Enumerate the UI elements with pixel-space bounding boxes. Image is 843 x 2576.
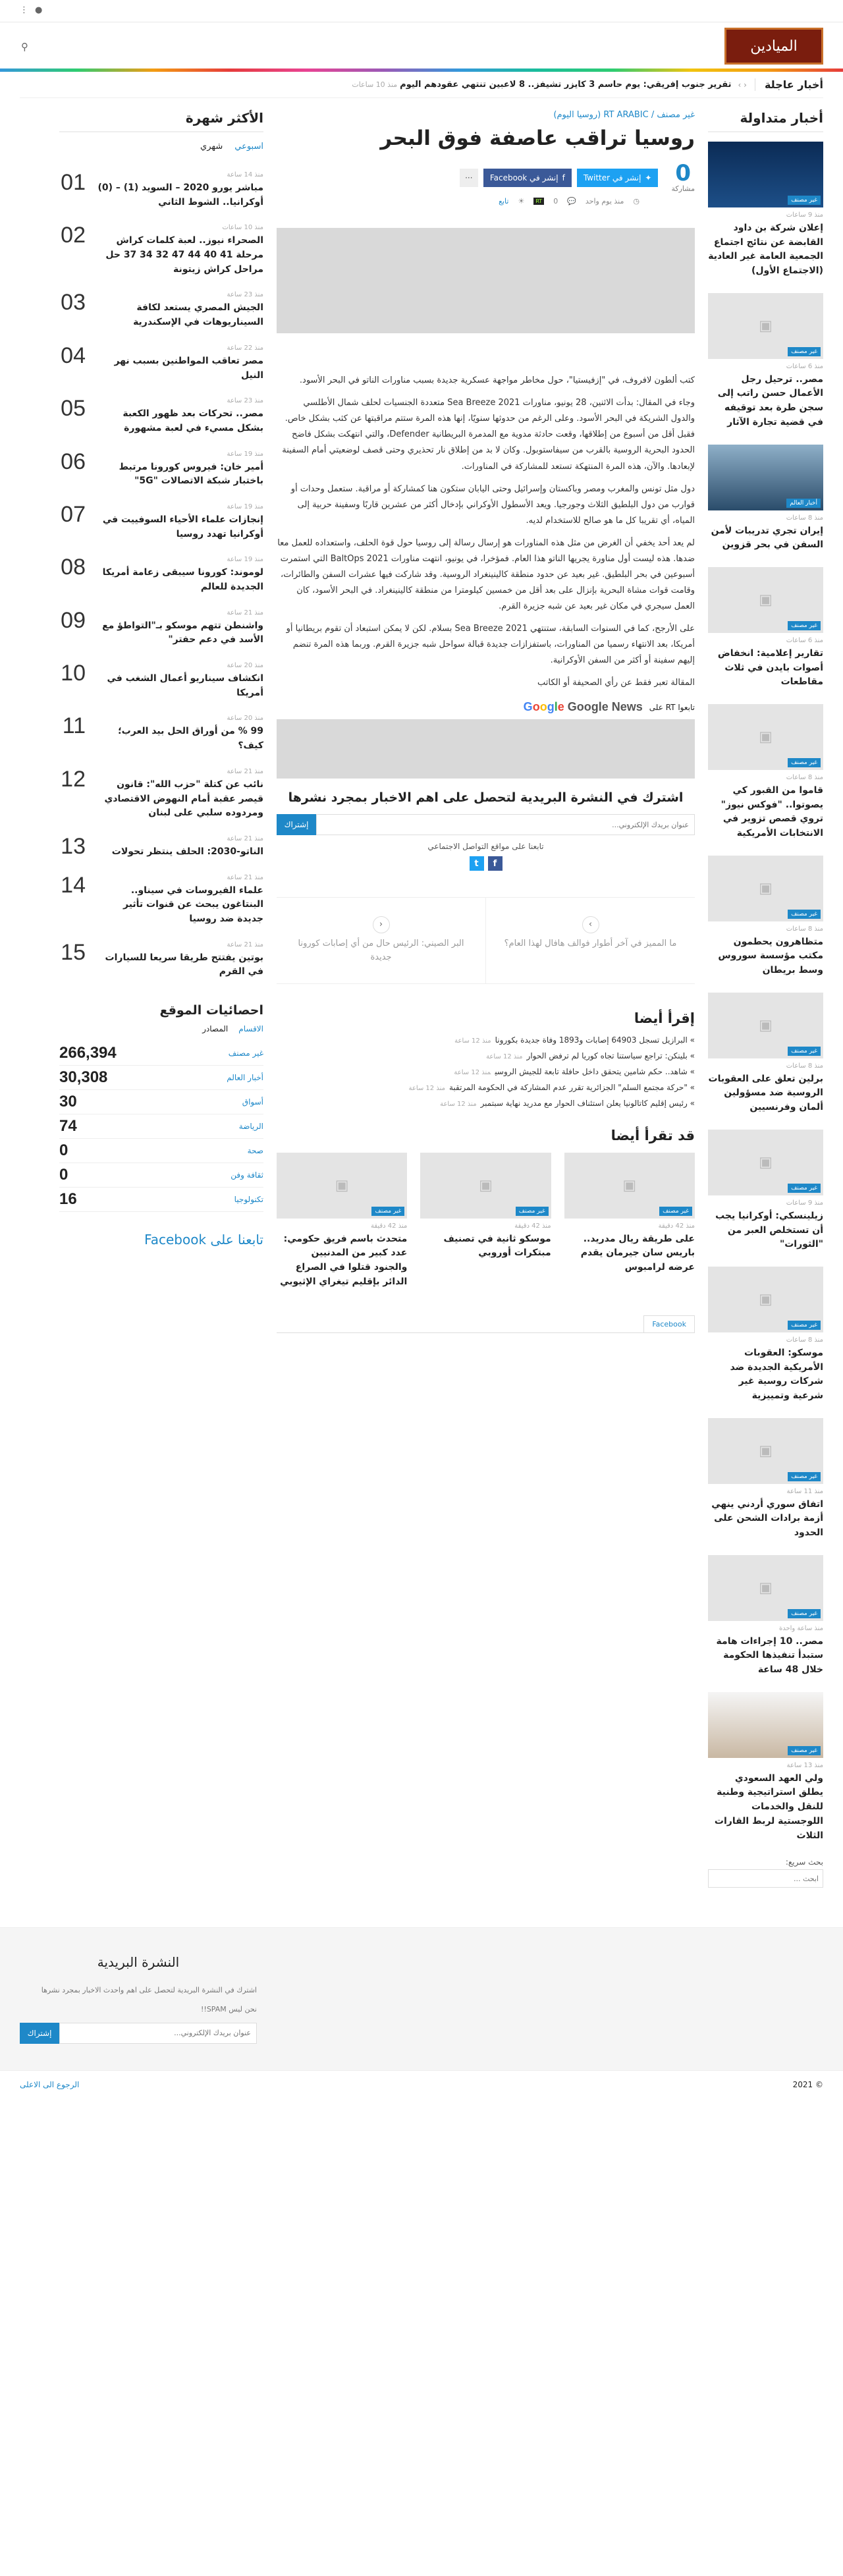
category-badge[interactable]: غير مصنف: [788, 196, 821, 205]
read-also-item[interactable]: [277, 1051, 695, 1060]
trending-time: منذ 9 ساعات: [786, 1199, 823, 1207]
image-placeholder-icon: ▣: [759, 1442, 773, 1460]
popular-time: منذ 20 ساعة: [227, 662, 263, 670]
chevron-left-icon: »: [687, 1035, 695, 1045]
share-facebook-button[interactable]: f إنشر في Facebook: [483, 169, 572, 187]
popular-headline[interactable]: انكشاف سيناريو أعمال الشغب في أمريكا: [107, 673, 263, 698]
trending-item[interactable]: [708, 1555, 823, 1678]
may-read-title: قد تقرأ أيضا: [611, 1127, 695, 1143]
site-logo[interactable]: الميادين: [724, 28, 823, 65]
trending-item[interactable]: [708, 567, 823, 690]
quick-search: [708, 1857, 823, 1888]
stat-value: 30: [59, 1093, 77, 1110]
popular-content: [95, 503, 263, 541]
ticker-time: منذ 10 ساعات: [352, 80, 398, 89]
popular-rank: 05: [61, 396, 86, 422]
category-badge[interactable]: غير مصنف: [659, 1207, 692, 1216]
trending-time: منذ 6 ساعات: [786, 362, 823, 370]
trending-time: منذ 13 ساعة: [786, 1761, 823, 1769]
google-news-bar: [277, 700, 695, 714]
popular-rank: 04: [61, 343, 86, 368]
trending-headline[interactable]: إيران تجري تدريبات لأمن السفن في بحر قزوين: [711, 525, 823, 551]
trending-headline[interactable]: متظاهرون يحطمون مكتب مؤسسة سوروس وسط بريطان: [718, 936, 823, 976]
popular-time: منذ 19 ساعة: [227, 503, 263, 510]
trending-headline[interactable]: قاموا من القبور كي يصوتوا.. "فوكس نيوز" تروي قصص تزوير في الانتخابات الأمريكية: [721, 784, 823, 838]
facebook-follow-heading[interactable]: تابعنا على Facebook: [144, 1232, 263, 1247]
popular-item[interactable]: [59, 609, 263, 647]
trending-item[interactable]: [708, 856, 823, 978]
popular-time: منذ 19 ساعة: [227, 556, 263, 564]
trending-item[interactable]: [708, 704, 823, 841]
stat-value: 74: [59, 1117, 77, 1135]
popular-headline[interactable]: إنجازات علماء الأحياء السوفييت في أوكرانيا تهدد روسيا: [102, 514, 263, 539]
facebook-icon[interactable]: f: [488, 856, 503, 871]
newsletter-title: اشترك في النشرة البريدية لتحصل على اهم الاخبار بمجرد نشرها: [288, 790, 684, 806]
social-icons: [277, 856, 695, 871]
trending-sidebar: [708, 110, 823, 1888]
chevron-right-icon: ›: [582, 916, 599, 933]
image-placeholder-icon: ▣: [759, 1017, 773, 1034]
follow-icon: ☀: [518, 197, 525, 206]
popular-content: [95, 556, 263, 594]
trending-time: منذ 6 ساعات: [786, 636, 823, 644]
category-badge[interactable]: غير مصنف: [788, 758, 821, 767]
image-placeholder-icon: ▣: [759, 728, 773, 746]
read-also-title: إقرأ أيضا: [634, 1010, 695, 1026]
popular-item[interactable]: [59, 397, 263, 435]
popular-content: [95, 835, 263, 860]
trending-thumbnail[interactable]: [708, 293, 823, 359]
may-read-thumbnail[interactable]: [277, 1153, 407, 1219]
copyright-text: © 2021: [792, 2080, 823, 2090]
category-badge[interactable]: غير مصنف: [788, 1047, 821, 1056]
stat-category[interactable]: ثقافة وفن: [231, 1170, 263, 1180]
popular-item[interactable]: [59, 291, 263, 329]
popular-sidebar: [59, 110, 263, 1888]
popular-headline[interactable]: الناتو-2030: الحلف ينتظر تحولات: [111, 846, 263, 857]
trending-time: منذ 9 ساعات: [786, 211, 823, 219]
comment-count: 0: [553, 197, 558, 206]
twitter-icon[interactable]: t: [470, 856, 484, 871]
popular-content: [95, 397, 263, 435]
popular-headline[interactable]: الصحراء نيوز.. لعبة كلمات كراش مرحلة 41 40 44 47 32 34 37 حل مراحل كراش زيتونة: [105, 235, 263, 275]
popular-tabs: [59, 142, 263, 151]
chevron-left-icon: »: [687, 1051, 695, 1060]
article-image: [277, 228, 695, 333]
article-paragraph: كتب ألطون لافروف، في "إزفيستيا"، حول مخاطر مواجهة عسكرية جديدة بسبب مناورات الناتو في البحر الأسود.: [299, 375, 695, 386]
popular-content: [95, 451, 263, 489]
popular-rank: 15: [61, 939, 86, 965]
popular-item[interactable]: [59, 503, 263, 541]
image-placeholder-icon: ▣: [479, 1177, 493, 1194]
popular-content: [95, 224, 263, 277]
twitter-icon: ✦: [645, 173, 652, 182]
read-also-item[interactable]: [277, 1083, 695, 1092]
trending-item[interactable]: [708, 1418, 823, 1541]
share-bar: [277, 162, 695, 193]
image-placeholder-icon: ▣: [759, 1154, 773, 1171]
read-also-text[interactable]: شاهد.. حكم شامين يتحقق داخل حافلة تابعة للجيش الروسي: [495, 1066, 688, 1076]
popular-title: الأكثر شهرة: [59, 110, 263, 132]
breadcrumb-category[interactable]: غير مصنف: [657, 110, 695, 120]
popular-rank: 12: [61, 766, 86, 792]
menu-dots-icon[interactable]: ⋮: [20, 5, 28, 15]
image-placeholder-icon: ▣: [759, 1579, 773, 1597]
trending-time: منذ 8 ساعات: [786, 514, 823, 522]
footer-nospam: نحن ليس SPAM!!: [201, 2004, 257, 2014]
category-badge[interactable]: غير مصنف: [788, 621, 821, 630]
popular-item[interactable]: [59, 451, 263, 489]
trending-headline[interactable]: اتفاق سوري أردني ينهي أزمة برادات الشحن على الحدود: [711, 1498, 823, 1538]
article-title: روسيا تراقب عاصفة فوق البحر: [380, 126, 695, 150]
popular-time: منذ 21 ساعة: [227, 835, 263, 842]
popular-rank: 08: [61, 555, 86, 580]
site-header: [20, 22, 823, 69]
popular-content: [95, 609, 263, 647]
read-also-time: منذ 12 ساعة: [408, 1084, 445, 1092]
trending-title: أخبار متداولة: [708, 110, 823, 132]
image-placeholder-icon: ▣: [622, 1177, 637, 1194]
footer-newsletter-form: [20, 2023, 257, 2044]
popular-time: منذ 19 ساعة: [227, 450, 263, 458]
social-follow-text: تابعنا على مواقع التواصل الاجتماعي: [427, 842, 544, 852]
trending-headline[interactable]: موسكو: العقوبات الأمريكية الجديدة ضد شركات روسية غير شرعية وتمييزية: [730, 1347, 823, 1401]
trending-item[interactable]: [708, 1692, 823, 1843]
trending-thumbnail[interactable]: [708, 142, 823, 207]
stat-category[interactable]: غير مصنف: [228, 1049, 263, 1058]
may-read-grid: [277, 1153, 695, 1290]
prev-article-link[interactable]: › ما المميز في آخر أطوار فوالف هافال لهذا العام؟: [485, 898, 695, 983]
popular-headline[interactable]: مصر.. تحركات بعد ظهور الكعبة بشكل مسيء في لعبة مشهورة: [122, 408, 263, 433]
popular-headline[interactable]: الجيش المصري يستعد لكافة السيناريوهات في الإسكندرية: [133, 302, 263, 328]
popular-time: منذ 23 ساعة: [227, 397, 263, 405]
trending-thumbnail[interactable]: [708, 704, 823, 770]
stats-tabs: [59, 1024, 263, 1033]
footer-email-input[interactable]: [59, 2023, 257, 2044]
popular-item[interactable]: [59, 768, 263, 821]
read-also-item[interactable]: [277, 1067, 695, 1076]
trending-thumbnail[interactable]: [708, 856, 823, 921]
article-meta: [277, 197, 639, 206]
user-icon[interactable]: ●: [35, 5, 43, 15]
trending-headline[interactable]: تقارير إعلامية: انخفاض أصوات بايدن في ثلاث مقاطعات: [717, 647, 823, 688]
image-placeholder-icon: ▣: [759, 880, 773, 897]
category-badge[interactable]: غير مصنف: [788, 1184, 821, 1193]
read-also-text[interactable]: بلينكن: تراجع سياستنا تجاه كوريا لم ترفض الحوار: [526, 1051, 688, 1060]
category-badge[interactable]: غير مصنف: [788, 1472, 821, 1481]
trending-headline[interactable]: مصر.. ترحيل رجل الأعمال حسن راتب إلى سجن طرة بعد توقيفه في قضية تجارة الآثار: [717, 373, 823, 427]
popular-time: منذ 22 ساعة: [227, 344, 263, 352]
ticker-label: أخبار عاجلة: [755, 78, 823, 91]
popular-content: [95, 715, 263, 753]
share-count: 0: [675, 160, 692, 187]
comment-icon: 💬: [567, 197, 576, 206]
stat-row: [59, 1163, 263, 1188]
popular-rank: 02: [61, 223, 86, 248]
trending-thumbnail[interactable]: [708, 1555, 823, 1621]
category-badge[interactable]: غير مصنف: [788, 1609, 821, 1618]
google-news-link[interactable]: Google Google News: [523, 700, 643, 714]
category-badge[interactable]: غير مصنف: [788, 1746, 821, 1755]
article-paragraph: وجاء في المقال: بدأت الاثنين، 28 يونيو، مناورات Sea Breeze 2021 متعددة الجنسيات لحلف شمال الأطلسي والدول الشريكة في البحر الأسود. وعلى الرغم من حدوثها سنويًا، إنها هذه المرة ستتم مراقبتها عن كثب بشكل خاص. فقبل أقل من أسبوع من إطلاقها، وقعت حادثة مدوية مع المدمرة البريطانية Defender، والتي انتهكت بشكل فاضح الحدود البحرية الروسية بالقرب من سيفاستوبول. وكان لا بد من إطلاق نار تحذيري وحتى قصف لوضعيتي أمام السفينة لإبعادها. والآن، هذه المرة المنتهكة تستعد للمشاركة في المناورات.: [282, 398, 695, 472]
category-badge[interactable]: غير مصنف: [788, 347, 821, 356]
trending-thumbnail[interactable]: [708, 1692, 823, 1758]
trending-time: منذ 11 ساعة: [786, 1487, 823, 1495]
popular-rank: 07: [61, 501, 86, 527]
article-column: [277, 110, 695, 1888]
facebook-icon: f: [562, 173, 565, 182]
popular-rank: 06: [61, 449, 86, 474]
trending-headline[interactable]: برلين تعلق على العقوبات الروسية ضد مسؤولين ألمان وفرنسيين: [708, 1073, 823, 1113]
popular-time: منذ 21 ساعة: [227, 941, 263, 948]
popular-headline[interactable]: بوتين يفتتح طريقا سريعا للسيارات في القرم: [105, 952, 263, 977]
popular-item[interactable]: [59, 941, 263, 979]
trending-time: منذ 8 ساعات: [786, 773, 823, 781]
image-placeholder-icon: ▣: [335, 1177, 349, 1194]
may-read-headline[interactable]: متحدث باسم فريق حكومي: عدد كبير من المدنيين والجنود قتلوا في الصراع الدائر بإقليم تيغراي الإثيوبي: [280, 1233, 408, 1287]
popular-rank: 11: [62, 713, 86, 739]
popular-item[interactable]: [59, 224, 263, 277]
read-also-list: [277, 1035, 695, 1108]
popular-item[interactable]: [59, 874, 263, 927]
popular-rank: 10: [61, 661, 86, 686]
footer: [0, 1927, 843, 2069]
article-body: [277, 373, 695, 691]
footer-subscribe-button[interactable]: إشتراك: [20, 2023, 59, 2044]
share-twitter-button[interactable]: ✦ إنشر في Twitter: [577, 169, 659, 187]
may-read-headline[interactable]: على طريقة ريال مدريد.. باريس سان جيرمان يقدم عرضه لرامبوس: [580, 1233, 695, 1273]
breadcrumb: غير مصنف / RT ARABIC (روسيا اليوم): [553, 110, 695, 120]
ticker-arrows-icon[interactable]: ‹ ›: [738, 80, 747, 90]
search-icon[interactable]: ⚲: [21, 41, 28, 53]
popular-rank: 09: [61, 607, 86, 633]
read-also-time: منذ 12 ساعة: [454, 1068, 491, 1076]
popular-headline[interactable]: مصر تعاقب المواطنين بسبب نهر النيل: [114, 355, 263, 381]
article-paragraph: لم يعد أحد يخفي أن الغرض من مثل هذه المناورات هو إرسال رسالة إلى روسيا حول قوة الحلف، واستعداده للعمل معا ضدها. هذه ليست أول مناورة يجريها الناتو هذا العام. فمؤخرا، في يونيو، انتهت مناورات BaltOps 2021 التي استمرت أسبوعين في بحر البلطيق. غير بعيد عن حدود منطقة كالينينغراد الروسية. وقد شاركت فيها عشرات السفن والطائرات، وقامت قوات مشاة البحرية بإنزال على بعد أقل من خمسين كيلومترا من منطقة كالينينغراد. في البحر الأسود، كان العمل سيجري في مكان غير بعيد عن شبه جزيرة القرم.: [277, 537, 695, 611]
stat-row: [59, 1041, 263, 1066]
trending-item[interactable]: [708, 993, 823, 1115]
read-also-item[interactable]: [277, 1099, 695, 1108]
may-read-time: منذ 42 دقيقة: [658, 1222, 695, 1230]
popular-time: منذ 10 ساعات: [222, 224, 263, 232]
popular-headline[interactable]: مباشر يورو 2020 – السويد (1) – (0) أوكرانيا.. الشوط الثاني: [97, 182, 263, 207]
tab-weekly[interactable]: اسبوعي: [234, 142, 263, 151]
stat-row: [59, 1188, 263, 1212]
may-read-card[interactable]: [420, 1153, 551, 1290]
trending-headline[interactable]: مصر.. 10 إجراءات هامة ستبدأ تنفيذها الحكومة خلال 48 ساعة: [716, 1635, 823, 1676]
trending-thumbnail[interactable]: [708, 445, 823, 510]
popular-item[interactable]: [59, 344, 263, 383]
trending-time: منذ 8 ساعات: [786, 925, 823, 933]
article-date: منذ يوم واحد: [585, 197, 624, 206]
breaking-news-ticker: [20, 72, 823, 98]
facebook-comments-divider: [277, 1332, 695, 1333]
image-placeholder-icon: ▣: [759, 317, 773, 335]
stat-value: 30,308: [59, 1068, 108, 1086]
popular-time: منذ 21 ساعة: [227, 609, 263, 617]
share-count-label: مشاركة: [671, 184, 695, 194]
popular-content: [95, 344, 263, 383]
popular-rank: 03: [61, 290, 86, 315]
popular-time: منذ 23 ساعة: [227, 291, 263, 299]
may-read-time: منذ 42 دقيقة: [370, 1222, 408, 1230]
footer-newsletter-title: النشرة البريدية: [97, 1954, 180, 1971]
trending-time: منذ ساعة واحدة: [778, 1624, 823, 1632]
popular-rank: 14: [61, 872, 86, 898]
stat-category[interactable]: أخبار العالم: [227, 1073, 263, 1082]
trending-thumbnail[interactable]: [708, 993, 823, 1058]
may-read-thumbnail[interactable]: [420, 1153, 551, 1219]
stat-category[interactable]: تكنولوجيا: [234, 1195, 263, 1204]
stat-row: [59, 1066, 263, 1090]
stats-title: احصائيات الموقع: [159, 1003, 263, 1018]
trending-item[interactable]: [708, 142, 823, 279]
back-to-top-link[interactable]: الرجوع الى الاعلى: [20, 2080, 80, 2090]
stat-value: 0: [59, 1166, 68, 1184]
trending-item[interactable]: [708, 293, 823, 430]
tab-sections[interactable]: الاقسام: [238, 1024, 263, 1033]
copyright-bar: [0, 2070, 843, 2099]
stat-category[interactable]: الرياضة: [238, 1122, 263, 1131]
popular-item[interactable]: [59, 715, 263, 753]
read-also-item[interactable]: [277, 1035, 695, 1045]
article-paragraph: دول مثل تونس والمغرب ومصر وباكستان وإسرائيل وحتى اليابان ستكون هنا كمشاركة أو مراقبة. ستعمل وحدات أو قوارب من دول البلطيق الثلاث وجورجيا. ويعد الأسطول الأوكراني بإدخال أكثر من عشرين قاربًا وسفينة حربية إلى المياه، أي تقريبا كل ما هو صالح للاستخدام لديه.: [290, 483, 695, 526]
stat-category[interactable]: أسواق: [242, 1097, 263, 1107]
trending-thumbnail[interactable]: [708, 1130, 823, 1195]
may-read-headline[interactable]: موسكو ثانية في تصنيف مبتكرات أوروبي: [443, 1233, 551, 1259]
popular-content: [95, 171, 263, 209]
follow-link[interactable]: تابع: [499, 197, 509, 206]
trending-time: منذ 8 ساعات: [786, 1062, 823, 1070]
popular-content: [95, 662, 263, 700]
category-badge[interactable]: غير مصنف: [371, 1207, 404, 1216]
popular-item[interactable]: [59, 662, 263, 700]
stat-value: 266,394: [59, 1044, 117, 1062]
popular-headline[interactable]: لوموند: كورونا سيبقى زعامة أمريكا الجديدة للعالم: [102, 567, 263, 592]
share-more-button[interactable]: ···: [460, 169, 478, 187]
read-also-text[interactable]: رئيس إقليم كاتالونيا يعلن استئناف الحوار مع مدريد نهاية سبتمبر: [480, 1098, 688, 1108]
category-badge[interactable]: غير مصنف: [788, 1321, 821, 1330]
google-news-text: تابعوا RT على: [649, 702, 695, 712]
tab-sources[interactable]: المصادر: [202, 1024, 229, 1033]
category-badge[interactable]: غير مصنف: [788, 910, 821, 919]
popular-headline[interactable]: أمير خان: فيروس كورونا مرتبط باختبار شبكة الاتصالات "5G": [119, 461, 263, 487]
tab-monthly[interactable]: شهري: [200, 142, 223, 151]
stat-row: [59, 1114, 263, 1139]
read-also-time: منذ 12 ساعة: [440, 1100, 477, 1108]
newsletter-subscribe-button[interactable]: إشتراك: [277, 814, 316, 835]
popular-rank: 01: [61, 170, 86, 195]
popular-time: منذ 21 ساعة: [227, 767, 263, 775]
facebook-comments-tab[interactable]: Facebook: [643, 1315, 695, 1332]
category-badge[interactable]: أخبار العالم: [786, 499, 821, 508]
clock-icon: ◷: [633, 197, 639, 206]
read-also-text[interactable]: "حركة مجتمع السلم" الجزائرية تقرر عدم المشاركة في الحكومة المرتقبة: [449, 1082, 688, 1092]
ad-placeholder: [277, 719, 695, 779]
trending-headline[interactable]: إعلان شركة بن داود القابضة عن نتائج اجتماع الجمعية العامة غير العادية (الاجتماع الأول): [708, 223, 823, 277]
trending-item[interactable]: [708, 1267, 823, 1404]
may-read-thumbnail[interactable]: [564, 1153, 695, 1219]
popular-headline[interactable]: نائب عن كتلة "حزب الله": قانون قيصر عقبة أمام النهوض الاقتصادي ومردوده سلبي على لبنان: [104, 779, 263, 819]
stat-value: 0: [59, 1141, 68, 1159]
popular-time: منذ 21 ساعة: [227, 873, 263, 881]
quick-search-label: بحث سريع:: [785, 1857, 823, 1867]
trending-thumbnail[interactable]: [708, 1418, 823, 1484]
newsletter-form: [277, 814, 695, 835]
read-also-time: منذ 12 ساعة: [454, 1037, 491, 1045]
ticker-headline[interactable]: تقرير جنوب إفريقي: يوم حاسم 3 كايزر تشيفز.. 8 لاعبين تنتهي عقودهم اليوم: [400, 80, 732, 90]
popular-item[interactable]: [59, 556, 263, 594]
popular-time: منذ 20 ساعة: [227, 715, 263, 723]
may-read-card[interactable]: [564, 1153, 695, 1290]
may-read-time: منذ 42 دقيقة: [514, 1222, 551, 1230]
trending-thumbnail[interactable]: [708, 567, 823, 633]
chevron-left-icon: ‹: [373, 916, 390, 933]
newsletter-email-input[interactable]: [316, 814, 695, 835]
popular-time: منذ 14 ساعة: [227, 171, 263, 178]
popular-content: [95, 874, 263, 927]
popular-headline[interactable]: علماء الفيروسات في سيناو.. البنتاغون يبحث عن قنوات تأثير جديدة ضد روسيا: [122, 885, 263, 924]
popular-headline[interactable]: 99 % من أوراق الحل بيد العرب؛ كيف؟: [118, 726, 263, 752]
read-also-time: منذ 12 ساعة: [486, 1053, 523, 1060]
popular-content: [95, 941, 263, 979]
popular-item[interactable]: [59, 835, 263, 860]
stat-value: 16: [59, 1190, 77, 1208]
chevron-left-icon: »: [687, 1098, 695, 1108]
image-placeholder-icon: ▣: [759, 591, 773, 609]
share-counter: [671, 162, 695, 193]
popular-content: [95, 291, 263, 329]
category-badge[interactable]: غير مصنف: [516, 1207, 549, 1216]
trending-item[interactable]: [708, 445, 823, 553]
trending-time: منذ 8 ساعات: [786, 1336, 823, 1344]
footer-newsletter-text: اشترك في النشرة البريدية لتحصل على اهم واحدث الاخبار بمجرد نشرها: [41, 1986, 257, 1995]
popular-headline[interactable]: واشنطن تتهم موسكو بـ"التواطؤ مع الأسد في دعم حفتر": [102, 620, 263, 645]
stat-row: [59, 1090, 263, 1114]
article-paragraph: المقالة تعبر فقط عن رأي الصحيفة أو الكاتب: [537, 678, 695, 688]
top-bar: [0, 0, 843, 22]
popular-item[interactable]: [59, 171, 263, 209]
trending-item[interactable]: [708, 1130, 823, 1252]
chevron-left-icon: »: [687, 1066, 695, 1076]
article-paragraph: على الأرجح، كما في السنوات السابقة، ستنتهي Sea Breeze 2021 بسلام. لكن لا يمكن استبعاد أن تقوم بريطانيا أو أمريكا، بعد الانتهاء رسميا من المناورات، باستفزازات جديدة قبالة سواحل شبه جزيرة القرم. وربما هذه المرة تنضم إليهم سفينة أو أكثر من السفن الأوكرانية.: [286, 623, 695, 666]
footer-newsletter: [20, 1954, 257, 2043]
may-read-card[interactable]: [277, 1153, 407, 1290]
image-placeholder-icon: ▣: [759, 1291, 773, 1308]
source-badge: RT: [533, 198, 544, 205]
read-also-text[interactable]: البرازيل تسجل 64903 إصابات و1893 وفاة جديدة بكورونا: [495, 1035, 688, 1045]
popular-rank: 13: [61, 833, 86, 859]
prev-next-nav: [277, 897, 695, 984]
next-article-link[interactable]: ‹ البر الصيني: الرئيس حال من أي إصابات كورونا جديدة: [277, 898, 485, 983]
trending-thumbnail[interactable]: [708, 1267, 823, 1332]
breadcrumb-source[interactable]: RT ARABIC (روسيا اليوم): [553, 110, 649, 120]
quick-search-input[interactable]: [708, 1869, 823, 1888]
trending-headline[interactable]: زيلينسكي: أوكرانيا يجب أن تستخلص العبر من "الثورات": [715, 1210, 823, 1250]
stat-category[interactable]: صحة: [247, 1146, 263, 1155]
stat-row: [59, 1139, 263, 1163]
popular-content: [95, 768, 263, 821]
trending-headline[interactable]: ولي العهد السعودي يطلق استراتيجية وطنية للنقل والخدمات اللوجستية لربط القارات الثلاث: [714, 1772, 823, 1841]
chevron-left-icon: »: [687, 1082, 695, 1092]
